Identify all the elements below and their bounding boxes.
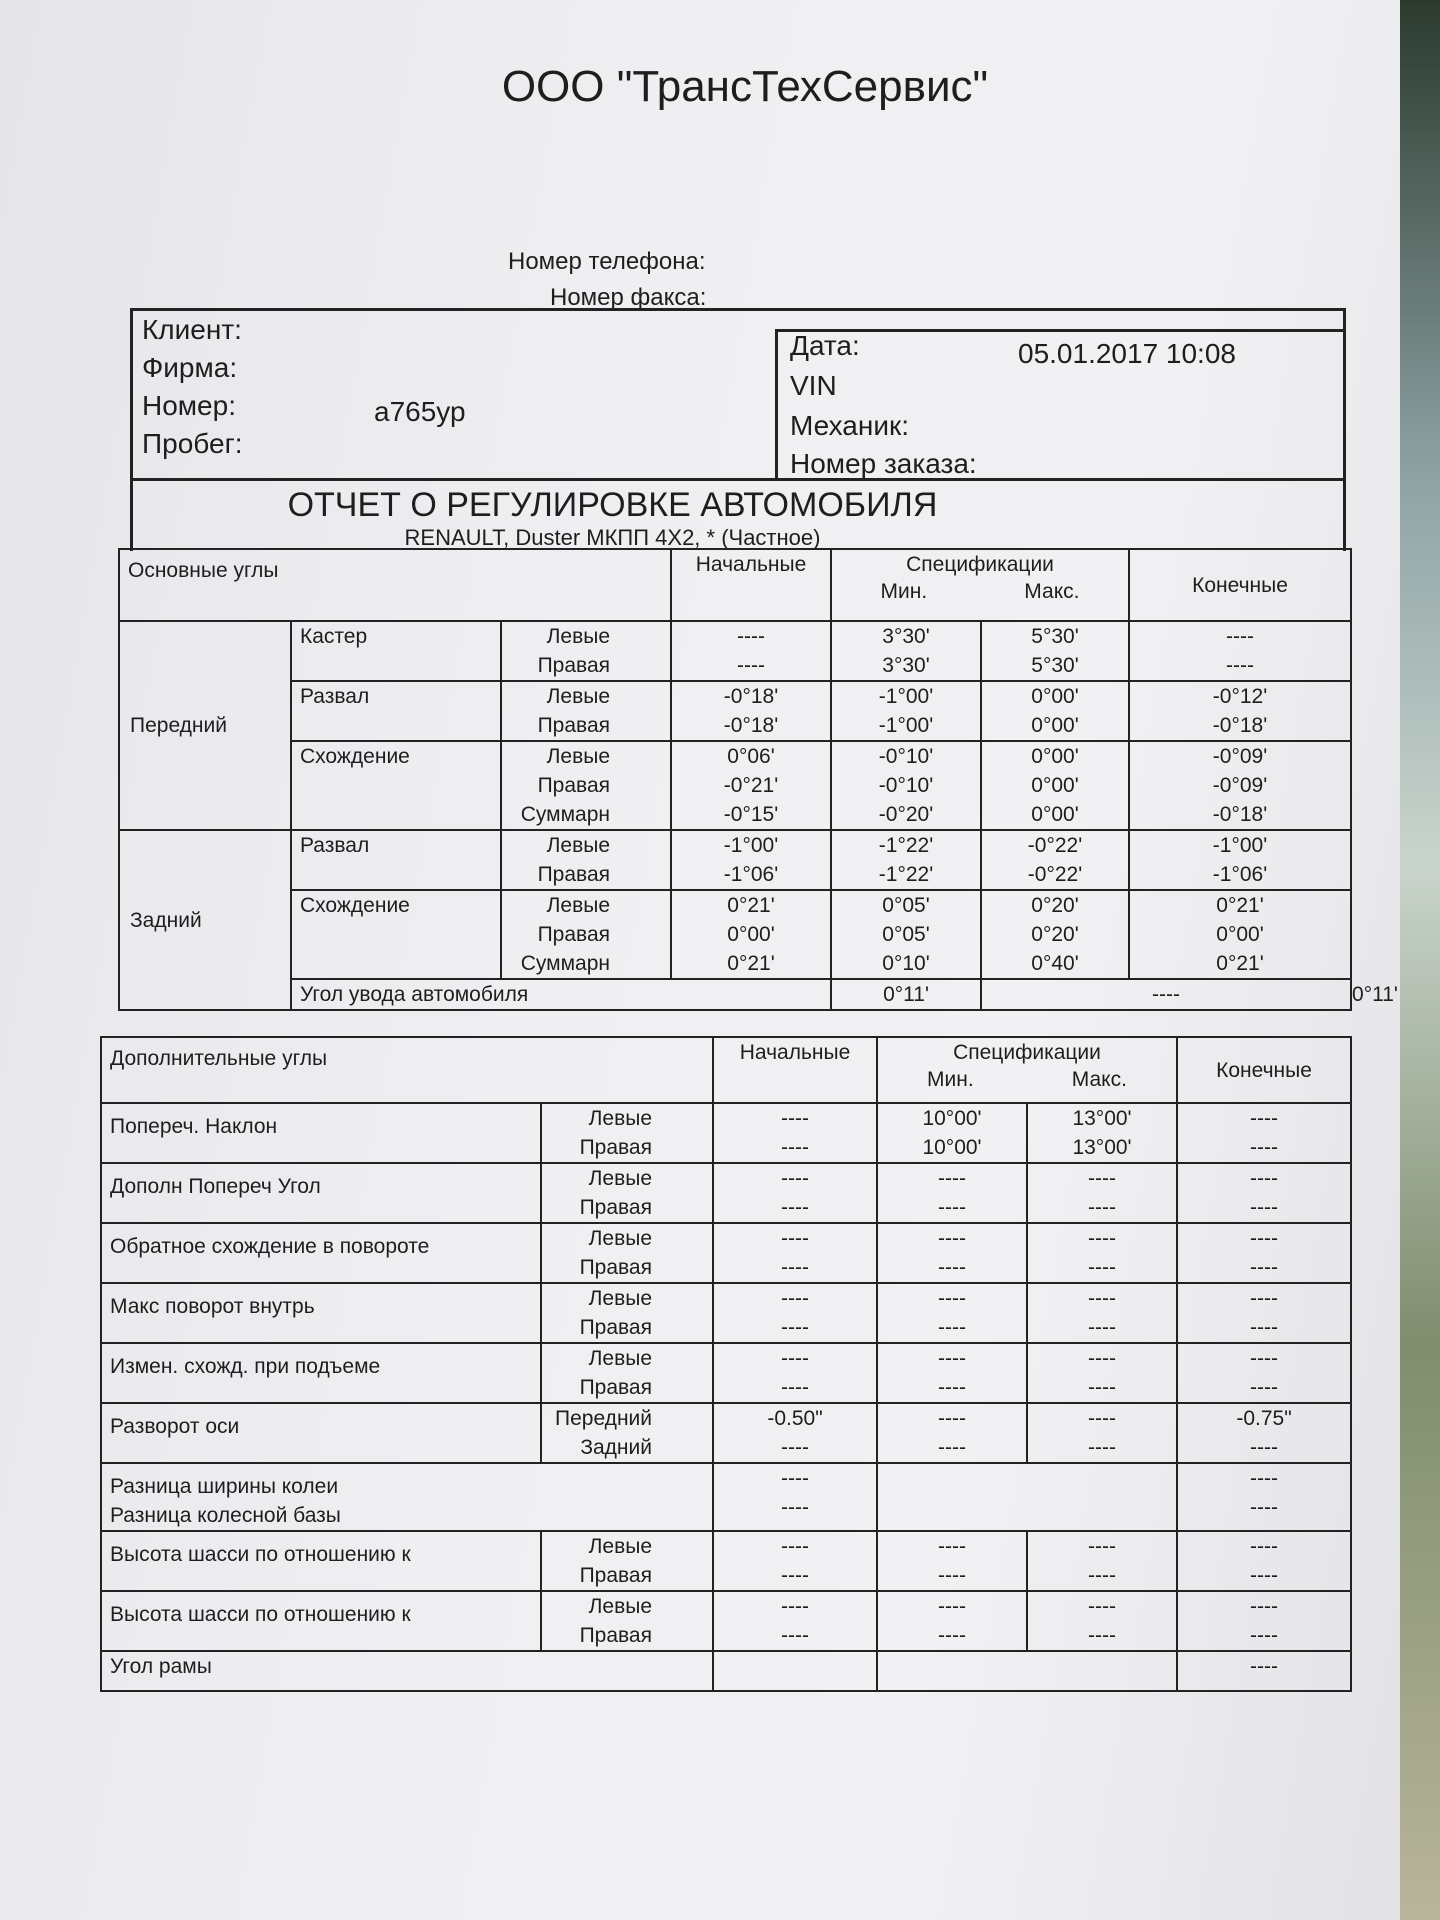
col-min-2: Мин. — [927, 1068, 974, 1091]
initial-value: -0°15' — [723, 803, 779, 826]
initial-value: ---- — [781, 1624, 809, 1647]
side-label: Левые — [546, 625, 611, 648]
side-label: Левые — [546, 685, 611, 708]
frame-final: ---- — [1177, 1651, 1351, 1691]
extra-side-cell — [541, 1343, 713, 1403]
spec-min-value: ---- — [938, 1196, 966, 1219]
extra-side-cell — [541, 1283, 713, 1343]
table-row — [101, 1343, 1351, 1403]
param-name: Схождение — [291, 890, 501, 979]
final-value: -0.75" — [1236, 1407, 1292, 1430]
final-value: -0°09' — [1212, 774, 1268, 797]
spec-min-value: ---- — [938, 1436, 966, 1459]
side-label: Правая — [537, 714, 611, 737]
spec-max-value: 0°00' — [1031, 714, 1079, 737]
thrust-initial: 0°11' — [831, 979, 981, 1010]
side-label-cell — [501, 890, 671, 979]
extra-param: Обратное схождение в повороте — [101, 1223, 541, 1283]
side-label-cell — [501, 681, 671, 741]
param-name: Кастер — [291, 621, 501, 681]
initial-value: ---- — [781, 1564, 809, 1587]
table-row — [119, 741, 1351, 830]
spec-max-value: ---- — [1088, 1196, 1116, 1219]
thrust-param: Угол увода автомобиля — [291, 979, 831, 1010]
table-row — [101, 1103, 1351, 1163]
spec-max-value-cell — [981, 681, 1129, 741]
final-value: -0°18' — [1212, 714, 1268, 737]
extra-param: Измен. схожд. при подъеме — [101, 1343, 541, 1403]
final-value: -1°06' — [1212, 863, 1268, 886]
final-value: -0°12' — [1212, 685, 1268, 708]
extra-param: Разница колесной базы — [110, 1504, 341, 1527]
initial-value: 0°21' — [727, 952, 775, 975]
spec-max-value-cell — [1027, 1591, 1177, 1651]
side-label: Правая — [579, 1316, 652, 1339]
side-label: Правая — [579, 1376, 652, 1399]
param-name: Схождение — [291, 741, 501, 830]
initial-value-cell — [713, 1531, 877, 1591]
table-row — [101, 1223, 1351, 1283]
spec-min-value: 3°30' — [882, 654, 930, 677]
final-value: ---- — [1250, 1535, 1278, 1558]
spec-min-value: 10°00' — [922, 1107, 982, 1130]
spec-min-value: -0°10' — [878, 745, 934, 768]
spec-max-value: ---- — [1088, 1407, 1116, 1430]
extra-angles-title: Дополнительные углы — [101, 1037, 713, 1103]
spec-max-value: ---- — [1088, 1624, 1116, 1647]
final-value: -0°09' — [1212, 745, 1268, 768]
spec-max-value: ---- — [1088, 1535, 1116, 1558]
initial-value: ---- — [737, 654, 765, 677]
spec-max-value-cell — [1027, 1343, 1177, 1403]
final-value: ---- — [1250, 1595, 1278, 1618]
initial-value: ---- — [781, 1436, 809, 1459]
spec-min-value-cell — [877, 1591, 1027, 1651]
extra-angles-table — [100, 1036, 1352, 1692]
final-value-cell — [1129, 741, 1351, 830]
side-label: Правая — [579, 1136, 652, 1159]
spec-min-value: ---- — [938, 1256, 966, 1279]
spec-min-value-cell — [831, 741, 981, 830]
extra-side-cell — [541, 1591, 713, 1651]
side-label: Передний — [555, 1407, 652, 1430]
initial-value-cell — [713, 1283, 877, 1343]
side-label: Левые — [546, 834, 611, 857]
final-value: ---- — [1250, 1287, 1278, 1310]
spec-max-value: ---- — [1088, 1287, 1116, 1310]
initial-value-cell — [713, 1103, 877, 1163]
initial-value: ---- — [781, 1535, 809, 1558]
final-value-cell — [1177, 1163, 1351, 1223]
final-value: ---- — [1250, 1624, 1278, 1647]
spec-min-value-cell — [877, 1163, 1027, 1223]
initial-value-cell — [671, 830, 831, 890]
param-name: Развал — [291, 681, 501, 741]
col-spec — [831, 549, 1129, 621]
initial-value: ---- — [737, 625, 765, 648]
spec-max-value-cell — [1027, 1163, 1177, 1223]
spec-min-value-cell — [877, 1531, 1027, 1591]
final-value: 0°00' — [1216, 923, 1264, 946]
spec-min-value-cell — [831, 890, 981, 979]
initial-value: 0°06' — [727, 745, 775, 768]
spec-max-value-cell — [1027, 1103, 1177, 1163]
spec-max-value-cell — [981, 741, 1129, 830]
final-value-cell — [1129, 830, 1351, 890]
spec-max-value: 13°00' — [1072, 1107, 1132, 1130]
final-value: ---- — [1250, 1496, 1278, 1519]
initial-value: 0°21' — [727, 894, 775, 917]
spec-min-value-cell — [877, 1403, 1027, 1463]
vehicle-description: RENAULT, Duster МКПП 4X2, * (Частное) — [404, 525, 821, 550]
report-title: ОТЧЕТ О РЕГУЛИРОВКЕ АВТОМОБИЛЯ — [287, 486, 938, 524]
col-max: Макс. — [1024, 580, 1080, 603]
initial-value-cell — [671, 621, 831, 681]
spec-min-value: ---- — [938, 1227, 966, 1250]
final-value: ---- — [1250, 1136, 1278, 1159]
spec-max-value: ---- — [1088, 1376, 1116, 1399]
spec-max-value: ---- — [1088, 1436, 1116, 1459]
side-label: Правая — [579, 1196, 652, 1219]
final-value: ---- — [1250, 1316, 1278, 1339]
final-value: ---- — [1226, 654, 1254, 677]
spec-min-value: 0°05' — [882, 894, 930, 917]
initial-value-cell — [713, 1163, 877, 1223]
initial-value: ---- — [781, 1196, 809, 1219]
header-divider — [775, 329, 778, 481]
spec-min-value: ---- — [938, 1287, 966, 1310]
spec-min-value: -1°22' — [878, 834, 934, 857]
track-diff-params — [101, 1463, 713, 1531]
final-value-cell — [1177, 1283, 1351, 1343]
final-value-cell — [1177, 1103, 1351, 1163]
col-initial-2: Начальные — [713, 1037, 877, 1103]
side-label: Правая — [579, 1564, 652, 1587]
mileage-label: Пробег: — [142, 428, 243, 459]
spec-min-value: 0°05' — [882, 923, 930, 946]
side-label-cell — [501, 741, 671, 830]
extra-side-cell — [541, 1531, 713, 1591]
initial-value-cell — [713, 1223, 877, 1283]
spec-min-value-cell — [831, 830, 981, 890]
spec-min-value: -1°00' — [878, 714, 934, 737]
initial-value: ---- — [781, 1376, 809, 1399]
final-value: 0°21' — [1216, 952, 1264, 975]
extra-param: Разворот оси — [101, 1403, 541, 1463]
axle-front-label: Передний — [119, 621, 291, 830]
initial-value-cell — [671, 890, 831, 979]
spec-max-value: ---- — [1088, 1167, 1116, 1190]
mechanic-label: Механик: — [790, 410, 909, 441]
extra-param: Дополн Попереч Угол — [101, 1163, 541, 1223]
spec-min-value: 0°10' — [882, 952, 930, 975]
side-label: Левые — [588, 1595, 652, 1618]
header-topline — [775, 329, 1343, 332]
side-label: Левые — [588, 1167, 652, 1190]
side-label: Левые — [588, 1107, 652, 1130]
spec-max-value: 0°20' — [1031, 894, 1079, 917]
extra-param: Макс поворот внутрь — [101, 1283, 541, 1343]
initial-value: ---- — [781, 1167, 809, 1190]
extra-side-cell — [541, 1223, 713, 1283]
table-row — [119, 890, 1351, 979]
date-value: 05.01.2017 10:08 — [1018, 338, 1236, 369]
spec-max-value-cell — [981, 621, 1129, 681]
final-value: ---- — [1250, 1227, 1278, 1250]
spec-min-value: 3°30' — [882, 625, 930, 648]
spec-min-value: ---- — [938, 1347, 966, 1370]
initial-value: -0°18' — [723, 685, 779, 708]
final-value-cell — [1177, 1463, 1351, 1531]
firm-label: Фирма: — [142, 352, 238, 383]
table-row — [101, 1283, 1351, 1343]
table-row — [101, 1591, 1351, 1651]
fax-label: Номер факса: — [550, 284, 707, 311]
col-final: Конечные — [1129, 549, 1351, 621]
spec-min-value: ---- — [938, 1407, 966, 1430]
spec-max-value: ---- — [1088, 1595, 1116, 1618]
final-value-cell — [1177, 1223, 1351, 1283]
final-value: ---- — [1250, 1467, 1278, 1490]
initial-value: ---- — [781, 1595, 809, 1618]
initial-value-cell — [671, 741, 831, 830]
initial-value-cell — [713, 1403, 877, 1463]
spec-min-value: ---- — [938, 1376, 966, 1399]
spec-max-value: 0°40' — [1031, 952, 1079, 975]
side-label: Суммарн — [520, 952, 611, 975]
extra-param: Высота шасси по отношению к — [101, 1531, 541, 1591]
spec-max-value: -0°22' — [1027, 863, 1083, 886]
final-value-cell — [1129, 890, 1351, 979]
spec-max-value-cell — [1027, 1531, 1177, 1591]
spec-min-value: ---- — [938, 1564, 966, 1587]
spec-max-value: 0°00' — [1031, 745, 1079, 768]
spec-min-value: -0°20' — [878, 803, 934, 826]
number-value: а765ур — [374, 396, 466, 427]
col-max-2: Макс. — [1071, 1068, 1127, 1091]
spec-min-value: ---- — [938, 1167, 966, 1190]
final-value-cell — [1177, 1343, 1351, 1403]
side-label: Правая — [537, 863, 611, 886]
side-label: Левые — [588, 1287, 652, 1310]
final-value-cell — [1129, 621, 1351, 681]
initial-value: ---- — [781, 1107, 809, 1130]
spec-max-value: ---- — [1088, 1227, 1116, 1250]
side-label: Левые — [546, 745, 611, 768]
spec-min-value-cell — [877, 1283, 1027, 1343]
spec-max-value: 0°00' — [1031, 803, 1079, 826]
spec-min-value-cell — [877, 1103, 1027, 1163]
side-label-cell — [501, 621, 671, 681]
col-spec-2 — [877, 1037, 1177, 1103]
initial-value: ---- — [781, 1256, 809, 1279]
side-label: Левые — [588, 1347, 652, 1370]
side-label-cell — [501, 830, 671, 890]
table-row — [119, 979, 1351, 1010]
final-value: ---- — [1250, 1564, 1278, 1587]
spec-max-value: ---- — [1088, 1316, 1116, 1339]
extra-side-cell — [541, 1403, 713, 1463]
spec-max-value: 0°00' — [1031, 685, 1079, 708]
frame-param: Угол рамы — [101, 1651, 713, 1691]
company-name: ООО "ТрансТехСервис" — [501, 62, 989, 111]
col-spec-label-2: Спецификации — [953, 1041, 1101, 1064]
initial-value-cell — [713, 1591, 877, 1651]
spec-min-value-cell — [877, 1343, 1027, 1403]
spec-max-value-cell — [1027, 1283, 1177, 1343]
spec-min-value-cell — [877, 1223, 1027, 1283]
col-spec-label: Спецификации — [906, 553, 1054, 576]
table-row — [119, 681, 1351, 741]
final-value: ---- — [1250, 1347, 1278, 1370]
side-label: Левые — [588, 1227, 652, 1250]
initial-value: -1°00' — [723, 834, 779, 857]
side-label: Правая — [537, 774, 611, 797]
main-angles-table — [118, 548, 1352, 1011]
initial-value-cell — [671, 681, 831, 741]
spec-max-value: -0°22' — [1027, 834, 1083, 857]
final-value: 0°21' — [1216, 894, 1264, 917]
spec-max-value: 5°30' — [1031, 625, 1079, 648]
initial-value: -1°06' — [723, 863, 779, 886]
initial-value-cell — [713, 1463, 877, 1531]
final-value-cell — [1177, 1591, 1351, 1651]
phone-label: Номер телефона: — [508, 248, 706, 275]
spec-min-value: -1°00' — [878, 685, 934, 708]
param-name: Развал — [291, 830, 501, 890]
initial-value: ---- — [781, 1287, 809, 1310]
initial-value: ---- — [781, 1136, 809, 1159]
spec-min-value-cell — [831, 681, 981, 741]
final-value: ---- — [1250, 1107, 1278, 1130]
initial-value: ---- — [781, 1347, 809, 1370]
side-label: Правая — [537, 654, 611, 677]
frame-spec-empty — [877, 1651, 1177, 1691]
table-row — [101, 1403, 1351, 1463]
spec-min-value: ---- — [938, 1624, 966, 1647]
thrust-spec: ---- — [981, 979, 1351, 1010]
initial-value: -0°21' — [723, 774, 779, 797]
spec-max-value: ---- — [1088, 1256, 1116, 1279]
side-label: Правая — [579, 1624, 652, 1647]
initial-value: -0.50" — [767, 1407, 823, 1430]
extra-param: Попереч. Наклон — [101, 1103, 541, 1163]
side-label: Правая — [537, 923, 611, 946]
initial-value: ---- — [781, 1316, 809, 1339]
table-row — [101, 1163, 1351, 1223]
final-value: ---- — [1250, 1196, 1278, 1219]
col-final-2: Конечные — [1177, 1037, 1351, 1103]
frame-initial-empty — [713, 1651, 877, 1691]
initial-value: ---- — [781, 1496, 809, 1519]
extra-param: Разница ширины колеи — [110, 1475, 339, 1498]
table-row — [101, 1531, 1351, 1591]
number-label: Номер: — [142, 390, 236, 421]
spec-min-value: -1°22' — [878, 863, 934, 886]
axle-rear-label: Задний — [119, 830, 291, 1010]
table-row — [119, 830, 1351, 890]
side-label: Правая — [579, 1256, 652, 1279]
final-value: ---- — [1226, 625, 1254, 648]
final-value-cell — [1177, 1403, 1351, 1463]
final-value: ---- — [1250, 1376, 1278, 1399]
table-row — [119, 621, 1351, 681]
spec-min-value-cell — [831, 621, 981, 681]
extra-param: Высота шасси по отношению к — [101, 1591, 541, 1651]
final-value: ---- — [1250, 1167, 1278, 1190]
col-min: Мин. — [880, 580, 928, 603]
side-label: Левые — [588, 1535, 652, 1558]
extra-side-cell — [541, 1103, 713, 1163]
order-label: Номер заказа: — [790, 448, 977, 479]
table-row — [101, 1651, 1351, 1691]
extra-side-cell — [541, 1163, 713, 1223]
spec-max-value: ---- — [1088, 1564, 1116, 1587]
main-angles-title: Основные углы — [119, 549, 671, 621]
final-value-cell — [1177, 1531, 1351, 1591]
initial-value: 0°00' — [727, 923, 775, 946]
initial-value: -0°18' — [723, 714, 779, 737]
spec-max-value-cell — [981, 890, 1129, 979]
spec-max-value-cell — [1027, 1223, 1177, 1283]
table-row — [101, 1463, 1351, 1531]
vin-label: VIN — [790, 370, 837, 401]
spec-min-value: ---- — [938, 1595, 966, 1618]
spec-min-value: ---- — [938, 1535, 966, 1558]
spec-max-value: ---- — [1088, 1347, 1116, 1370]
final-value: ---- — [1250, 1436, 1278, 1459]
initial-value: ---- — [781, 1467, 809, 1490]
spec-max-value: 0°20' — [1031, 923, 1079, 946]
spec-max-value: 13°00' — [1072, 1136, 1132, 1159]
initial-value: ---- — [781, 1227, 809, 1250]
spec-max-value-cell — [981, 830, 1129, 890]
initial-value-cell — [713, 1343, 877, 1403]
side-label: Левые — [546, 894, 611, 917]
spec-min-value: -0°10' — [878, 774, 934, 797]
spec-min-value: ---- — [938, 1316, 966, 1339]
side-label: Задний — [580, 1436, 652, 1459]
spec-max-value-cell — [1027, 1403, 1177, 1463]
final-value: -0°18' — [1212, 803, 1268, 826]
side-label: Суммарн — [520, 803, 611, 826]
col-initial: Начальные — [671, 549, 831, 621]
spec-max-value: 5°30' — [1031, 654, 1079, 677]
client-info-box — [130, 308, 1346, 481]
spec-min-value: 10°00' — [922, 1136, 982, 1159]
spec-max-value: 0°00' — [1031, 774, 1079, 797]
final-value: -1°00' — [1212, 834, 1268, 857]
client-label: Клиент: — [142, 314, 242, 345]
final-value-cell — [1129, 681, 1351, 741]
date-label: Дата: — [790, 330, 860, 361]
spec-empty-cell — [877, 1463, 1177, 1531]
final-value: ---- — [1250, 1256, 1278, 1279]
